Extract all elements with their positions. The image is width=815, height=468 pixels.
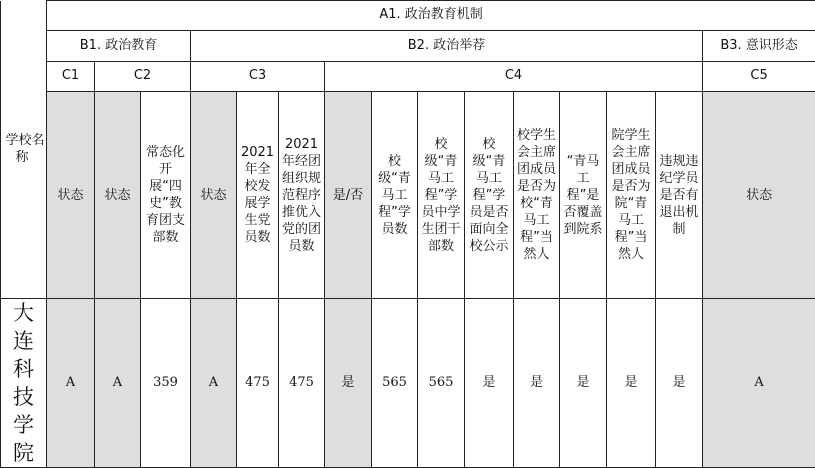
c4-label: C4 — [505, 68, 522, 83]
value-cell-1: A — [47, 299, 95, 468]
value-cell-10: 是 — [465, 299, 514, 468]
indicator-header-9 — [418, 92, 465, 299]
value-cell-2: A — [95, 299, 141, 468]
value-cell-11: 是 — [514, 299, 560, 468]
indicator-header-4-text: 状态 — [191, 187, 236, 204]
header-row-indicators — [1, 92, 815, 299]
indicator-header-5-text: 2021年全校发展学生党员数 — [237, 144, 278, 246]
indicator-header-10 — [465, 92, 514, 299]
c2-label: C2 — [134, 68, 151, 83]
indicator-header-7-text: 是/否 — [325, 187, 371, 204]
value-cell-15: A — [703, 299, 815, 468]
header-row-a — [1, 1, 815, 31]
value-cell-3: 359 — [141, 299, 191, 468]
school-name-header-label: 学校名称 — [2, 133, 44, 165]
value-cell-8: 565 — [372, 299, 418, 468]
indicator-header-15-text: 状态 — [703, 187, 815, 204]
c3-header — [191, 62, 325, 92]
indicator-header-7 — [325, 92, 372, 299]
indicator-header-6 — [279, 92, 325, 299]
indicator-header-11 — [514, 92, 560, 299]
value-cell-4: A — [191, 299, 237, 468]
value-cell-6: 475 — [279, 299, 325, 468]
value-cell-12: 是 — [560, 299, 607, 468]
value-cell-14: 是 — [656, 299, 703, 468]
indicator-header-8-text: 校级“青马工程”学员数 — [372, 153, 417, 238]
indicator-header-11-text: 校学生会主席团成员是否为校“青马工程”当然人 — [514, 127, 559, 263]
c1-label: C1 — [62, 68, 79, 83]
value-cell-13: 是 — [607, 299, 656, 468]
indicator-header-2 — [95, 92, 141, 299]
indicator-header-3-text: 常态化开展“四史”教育团支部数 — [141, 144, 190, 246]
school-name-header — [1, 1, 47, 299]
indicator-header-1-text: 状态 — [47, 187, 94, 204]
c3-label: C3 — [249, 68, 266, 83]
indicator-header-9-text: 校级“青马工程”学员中学生团干部数 — [418, 136, 464, 255]
b1-label: B1. 政治教育 — [80, 38, 157, 53]
header-row-c — [1, 62, 815, 92]
c1-header — [47, 62, 95, 92]
b3-label: B3. 意识形态 — [720, 38, 797, 53]
school-name-cell — [1, 299, 47, 468]
school-name-value: 大连科技学院 — [1, 299, 46, 467]
indicator-header-3 — [141, 92, 191, 299]
indicator-header-14-text: 违规违纪学员是否有退出机制 — [656, 153, 702, 238]
c5-header — [703, 62, 815, 92]
indicator-header-14 — [656, 92, 703, 299]
indicator-header-1 — [47, 92, 95, 299]
header-row-b — [1, 31, 815, 62]
value-cell-9: 565 — [418, 299, 465, 468]
b1-header — [47, 31, 191, 62]
indicator-header-5 — [237, 92, 279, 299]
indicator-header-6-text: 2021年经团组织规范程序推优入党的团员数 — [279, 136, 324, 255]
value-cell-5: 475 — [237, 299, 279, 468]
indicator-header-13-text: 院学生会主席团成员是否为院“青马工程”当然人 — [607, 127, 655, 263]
a1-label: A1. 政治教育机制 — [379, 7, 482, 22]
table-row — [1, 299, 815, 468]
indicator-header-4 — [191, 92, 237, 299]
c2-header — [95, 62, 191, 92]
b3-header — [703, 31, 815, 62]
c5-label: C5 — [750, 68, 767, 83]
indicator-header-12-text: “青马工程”是否覆盖到院系 — [560, 153, 606, 238]
indicator-header-2-text: 状态 — [95, 187, 140, 204]
indicator-header-8 — [372, 92, 418, 299]
value-cell-7: 是 — [325, 299, 372, 468]
b2-label: B2. 政治举荐 — [408, 38, 485, 53]
indicator-header-10-text: 校级“青马工程”学员是否面向全校公示 — [465, 136, 513, 255]
indicator-header-13 — [607, 92, 656, 299]
c4-header — [325, 62, 703, 92]
indicator-header-12 — [560, 92, 607, 299]
b2-header — [191, 31, 703, 62]
a1-header — [47, 1, 815, 31]
indicator-header-15 — [703, 92, 815, 299]
